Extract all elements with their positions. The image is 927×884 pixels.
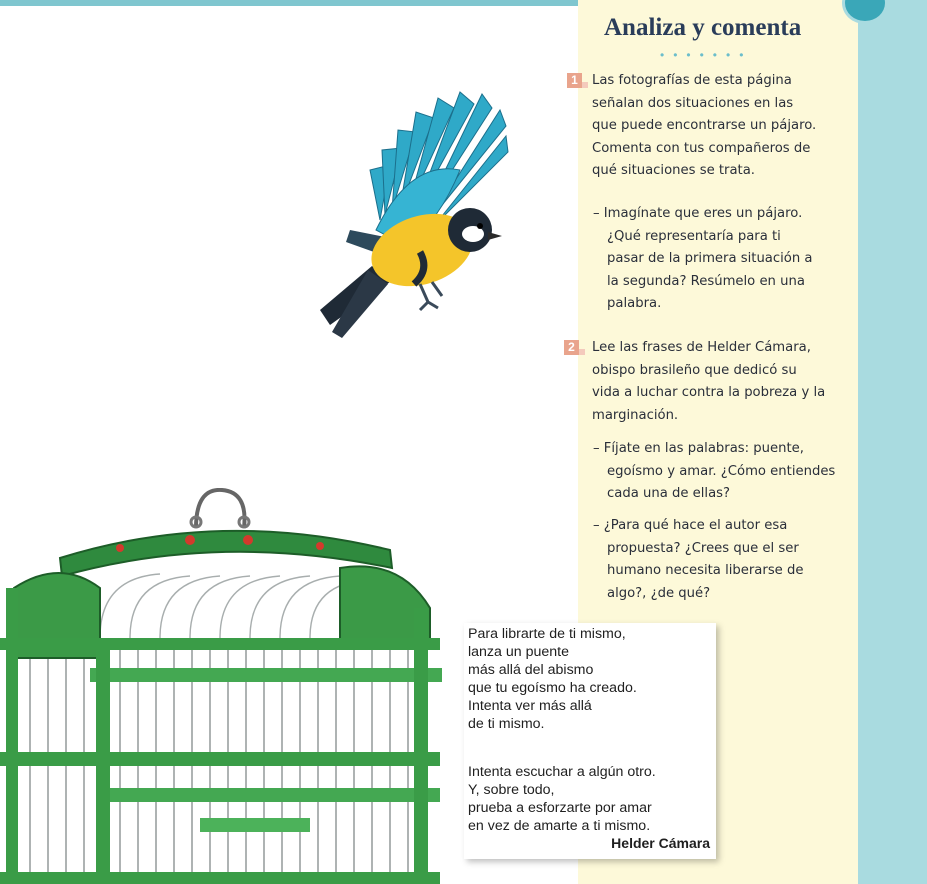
page-edge-stripe	[858, 0, 927, 884]
text-line: pasar de la primera situación a	[607, 251, 813, 267]
text-line: palabra.	[607, 296, 662, 312]
text-line: la segunda? Resúmelo en una	[607, 273, 805, 289]
text-line: humano necesita liberarse de	[607, 563, 804, 579]
text-line: que puede encontrarse un pájaro.	[592, 118, 817, 134]
dotted-divider: •••••••	[660, 48, 753, 62]
text-line: qué situaciones se trata.	[592, 163, 755, 179]
quote-line: Para librarte de ti mismo,	[468, 626, 626, 642]
quote-line: Intenta escuchar a algún otro.	[468, 764, 656, 780]
text-line: algo?, ¿de qué?	[607, 585, 711, 601]
text-line: marginación.	[592, 407, 679, 423]
text-line: vida a luchar contra la pobreza y la	[592, 385, 826, 401]
quote-line: de ti mismo.	[468, 716, 545, 732]
text-line: propuesta? ¿Crees que el ser	[607, 540, 799, 556]
text-line: – ¿Para qué hace el autor esa	[593, 518, 788, 533]
text-line: obispo brasileño que dedicó su	[592, 362, 797, 378]
text-line: Las fotografías de esta página	[592, 73, 792, 88]
question-2-bullet-2	[593, 515, 803, 605]
quote-line: más allá del abismo	[468, 662, 594, 678]
green-birdcage-illustration	[0, 488, 450, 884]
question-1-text	[592, 70, 816, 183]
question-2-text	[592, 337, 825, 427]
quote-line: lanza un puente	[468, 644, 569, 660]
flying-bird-illustration	[310, 70, 520, 340]
text-line: Comenta con tus compañeros de	[592, 140, 811, 156]
text-line: cada una de ellas?	[607, 486, 731, 502]
quote-author: Helder Cámara	[611, 835, 710, 851]
question-1-bullet	[593, 203, 813, 316]
text-line: Lee las frases de Helder Cámara,	[592, 340, 811, 355]
quote-line: que tu egoísmo ha creado.	[468, 680, 637, 696]
text-line: – Fíjate en las palabras: puente,	[593, 441, 804, 456]
text-line: señalan dos situaciones en las	[592, 95, 794, 111]
question-2-bullet-1	[593, 438, 835, 506]
question-number-1: 1	[567, 73, 582, 88]
quote-line: en vez de amarte a ti mismo.	[468, 818, 651, 834]
question-number-2: 2	[564, 340, 579, 355]
text-line: ¿Qué representaría para ti	[607, 228, 781, 244]
quote-line: Y, sobre todo,	[468, 782, 555, 798]
helder-camara-quote	[464, 623, 716, 859]
text-line: – Imagínate que eres un pájaro.	[593, 206, 803, 221]
quote-line: prueba a esforzarte por amar	[468, 800, 652, 816]
text-line: egoísmo y amar. ¿Cómo entiendes	[607, 463, 836, 479]
quote-line: Intenta ver más allá	[468, 698, 592, 714]
page-title: Analiza y comenta	[604, 14, 802, 41]
